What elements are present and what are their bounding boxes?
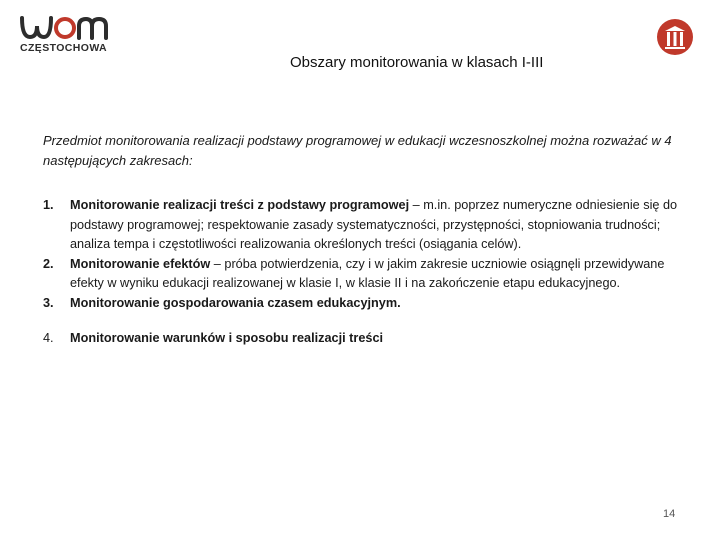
list-item-number: 3. xyxy=(43,295,54,310)
wom-wordmark xyxy=(20,14,112,42)
logo-city-text: CZĘSTOCHOWA xyxy=(20,42,108,54)
wom-logo xyxy=(20,14,112,58)
list-item-lead: Monitorowanie realizacji treści z podstawy programowej xyxy=(70,198,410,212)
university-pillars-icon xyxy=(656,18,694,56)
list-item-lead: Monitorowanie warunków i sposobu realizacji treści xyxy=(70,331,384,345)
list-item-number: 1. xyxy=(43,198,54,212)
list-item xyxy=(43,329,693,349)
intro-paragraph: Przedmiot monitorowania realizacji podstawy programowej w edukacji wczesnoszkolnej można rozważać w 4 następujących zakresach: xyxy=(43,133,672,168)
list-item xyxy=(43,255,693,294)
list-item-text: – m.in. poprzez numeryczne odniesienie się do podstawy programowej; respektowanie zasady systematyczności, przystępności, stopniowania trudności; analiza tempa i częstotliwości realizowania określonych treści (osiągania celów). xyxy=(70,198,678,251)
list-item-number: 2. xyxy=(43,256,54,271)
list-item-lead: Monitorowanie efektów xyxy=(70,256,211,271)
monitoring-areas-list xyxy=(43,196,693,349)
list-item xyxy=(43,196,693,255)
list-item-lead: Monitorowanie gospodarowania czasem edukacyjnym. xyxy=(70,295,401,310)
list-item-text: – próba potwierdzenia, czy i w jakim zakresie uczniowie osiągnęli przewidywane efekty w wyniku edukacji realizowanej w klasie I, w klasie II i na zakończenie etapu edukacyjnego. xyxy=(70,256,665,290)
slide-title: Obszary monitorowania w klasach I-III xyxy=(290,54,544,71)
page-number: 14 xyxy=(663,508,676,520)
list-item xyxy=(43,294,693,314)
list-item-number: 4. xyxy=(43,331,54,345)
